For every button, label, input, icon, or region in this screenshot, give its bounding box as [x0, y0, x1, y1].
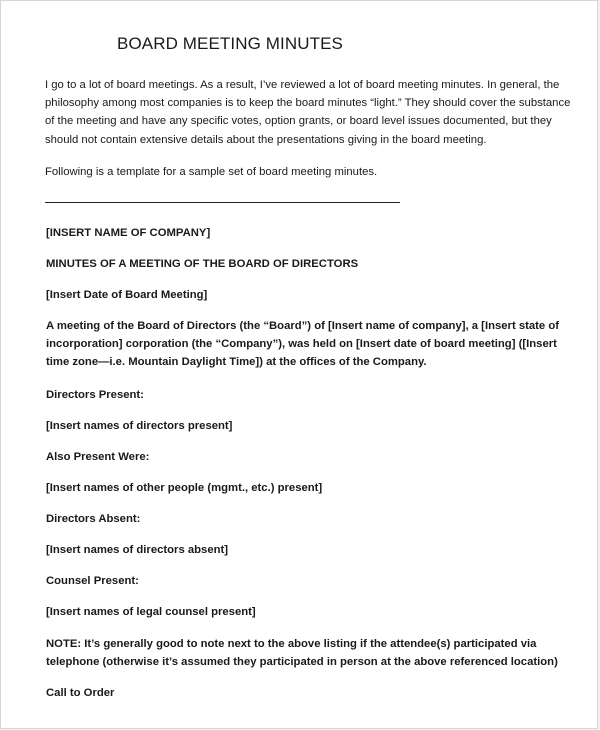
counsel-present-label: Counsel Present: [46, 575, 139, 587]
document-title: BOARD MEETING MINUTES [117, 34, 343, 53]
directors-present-label: Directors Present: [46, 389, 144, 401]
minutes-heading: MINUTES OF A MEETING OF THE BOARD OF DIRECTORS [46, 258, 359, 270]
also-present-label: Also Present Were: [46, 451, 150, 463]
directors-absent-value: [Insert names of directors absent] [46, 544, 229, 556]
also-present-value: [Insert names of other people (mgmt., etc.) present] [46, 482, 323, 494]
intro-paragraph: I go to a lot of board meetings. As a result, I’ve reviewed a lot of board meeting minutes. In general, the philosophy among most companies is to keep the board minutes “light.” They should cover the substance of the meeting and have any specific votes, option grants, or board level issues documented, but they should not contain extensive details about the presentations giving in the board meeting. [45, 79, 571, 146]
directors-absent-label: Directors Absent: [46, 513, 141, 525]
template-intro-text: Following is a template for a sample set of board meeting minutes. [45, 166, 378, 178]
separator-line [45, 202, 400, 203]
counsel-present-value: [Insert names of legal counsel present] [46, 606, 256, 618]
company-name-placeholder: [INSERT NAME OF COMPANY] [46, 227, 211, 239]
call-to-order-heading: Call to Order [46, 687, 115, 699]
meeting-paragraph: A meeting of the Board of Directors (the “Board”) of [Insert name of company], a [Insert state of incorporation] corporation (the “Company”), was held on [Insert date of board meeting] ([Insert time zone—i.e. Mountain Daylight Time]) at the offices of the Company. [46, 320, 560, 369]
directors-present-value: [Insert names of directors present] [46, 420, 233, 432]
note-paragraph: NOTE: It’s generally good to note next to the above listing if the attendee(s) participated via telephone (otherwise it’s assumed they participated in person at the above referenced location) [46, 638, 558, 669]
meeting-date-placeholder: [Insert Date of Board Meeting] [46, 289, 208, 301]
